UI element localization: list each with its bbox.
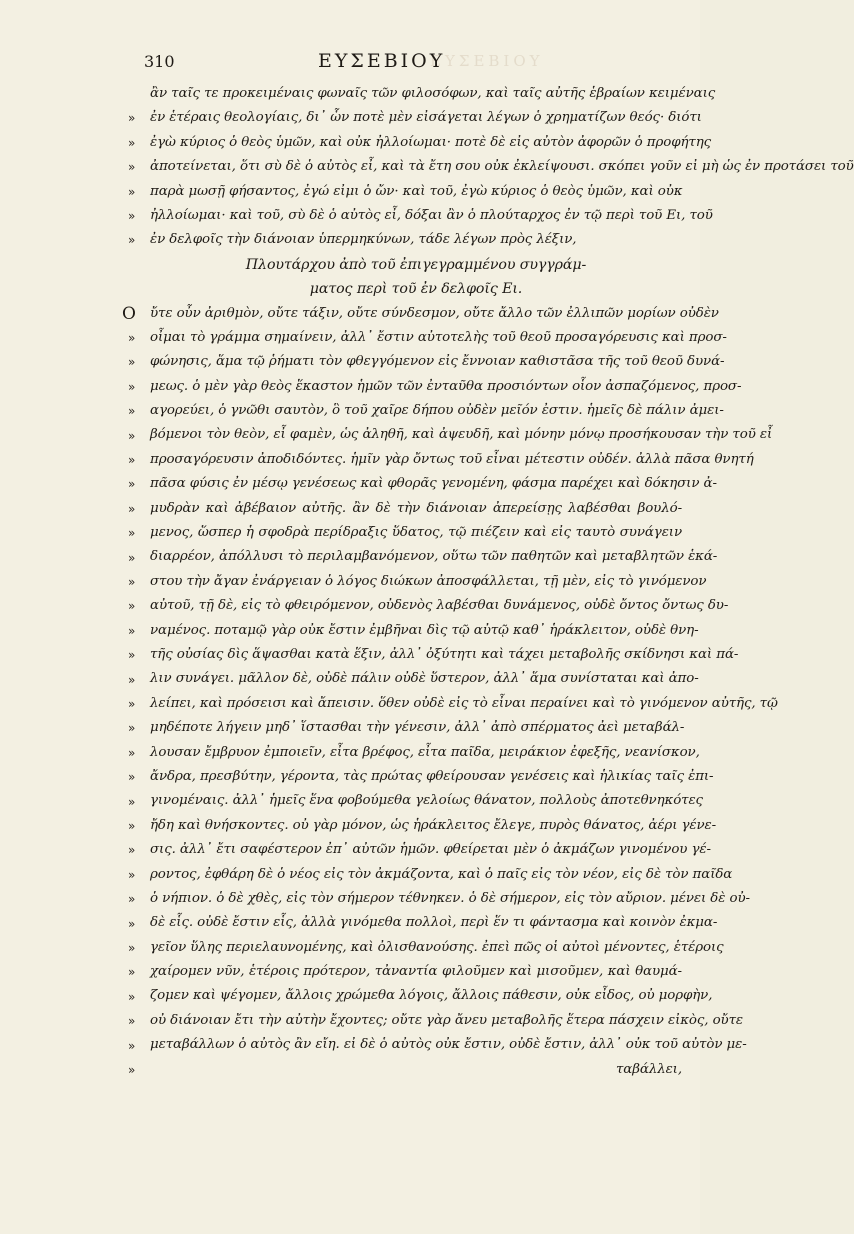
quotation-mark-icon: »: [128, 526, 136, 541]
quotation-mark-icon: »: [128, 892, 136, 907]
text-line: μεταβάλλων ὁ αὐτὸς ἂν εἴη. εἰ δὲ ὁ αὐτὸς οὐκ ἔστιν, οὐδὲ ἔστιν, ἀλλ᾽ οὐκ τοῦ αὐτὸν με-: [150, 1037, 747, 1053]
running-head: ΕΥΣΕΒΙΟΥ: [318, 50, 446, 72]
text-line: αγορεύει, ὁ γνῶθι σαυτὸν, ὃ τοῦ χαῖρε δήπου οὐδὲν μεῖόν ἐστιν. ἡμεῖς δὲ πάλιν ἀμει-: [150, 403, 724, 419]
text-line: λιν συνάγει. μᾶλλον δὲ, οὐδὲ πάλιν οὐδὲ ὕστερον, ἀλλ᾽ ἅμα συνίσταται καὶ ἀπο-: [150, 671, 699, 687]
quotation-mark-icon: »: [128, 989, 136, 1004]
text-line: στου τὴν ἄγαν ἐνάργειαν ὁ λόγος διώκων ἀποσφάλλεται, τῇ μὲν, εἰς τὸ γινόμενον: [150, 573, 707, 589]
quotation-mark-icon: »: [128, 135, 136, 150]
text-line: οὐ διάνοιαν ἔτι τὴν αὐτὴν ἔχοντες; οὔτε γὰρ ἄνευ μεταβολῆς ἕτερα πάσχειν εἰκὸς, οὔτε: [150, 1012, 743, 1028]
quotation-mark-icon: »: [128, 697, 136, 711]
text-line: τῆς οὐσίας δὶς ἅψασθαι κατὰ ἕξιν, ἀλλ᾽ ὀξύτητι καὶ τάχει μεταβολῆς σκίδνησι καὶ πά-: [150, 646, 739, 662]
text-line: παρὰ μωσῇ φήσαντος, ἐγώ εἰμι ὁ ὤν· καὶ τοῦ, ἐγὼ κύριος ὁ θεὸς ὑμῶν, καὶ οὐκ: [150, 183, 683, 199]
text-line: αὐτοῦ, τῇ δὲ, εἰς τὸ φθειρόμενον, οὐδενὸς λαβέσθαι δυνάμενος, οὐδὲ ὄντος ὄντως δυ-: [150, 598, 729, 614]
quotation-mark-icon: »: [128, 867, 136, 882]
quotation-mark-icon: »: [128, 745, 136, 760]
quotation-mark-icon: »: [128, 941, 136, 955]
text-line: ταβάλλει,: [615, 1061, 682, 1077]
text-line: λουσαν ἔμβρυον ἐμποιεῖν, εἶτα βρέφος, εἶτα παῖδα, μειράκιον ἐφεξῆς, νεανίσκον,: [150, 744, 700, 760]
text-line: προσαγόρευσιν ἀποδιδόντες. ἡμῖν γὰρ ὄντως τοῦ εἶναι μέτεστιν οὐδέν. ἀλλὰ πᾶσα θνητή: [150, 451, 754, 467]
text-line: ζομεν καὶ ψέγομεν, ἄλλοις χρώμεθα λόγοις, ἄλλοις πάθεσιν, οὐκ εἶδος, οὐ μορφὴν,: [150, 988, 713, 1004]
text-line: δὲ εἷς. οὐδὲ ἔστιν εἷς, ἀλλὰ γινόμεθα πολλοὶ, περὶ ἕν τι φάντασμα καὶ κοινὸν ἐκμα-: [150, 915, 718, 931]
text-line: ἐγὼ κύριος ὁ θεὸς ὑμῶν, καὶ οὐκ ἠλλοίωμαι· ποτὲ δὲ εἰς αὐτὸν ἀφορῶν ὁ προφήτης: [150, 134, 712, 150]
text-line: σις. ἀλλ᾽ ἔτι σαφέστερον ἐπ᾽ αὐτῶν ἡμῶν. φθείρεται μὲν ὁ ἀκμάζων γινομένου γέ-: [150, 842, 711, 858]
quotation-mark-icon: »: [128, 111, 136, 126]
quotation-mark-icon: »: [128, 501, 136, 516]
text-line: λείπει, καὶ πρόσεισι καὶ ἄπεισιν. ὅθεν οὐδὲ εἰς τὸ εἶναι περαίνει καὶ τὸ γινόμενον αὐτῆς, τῷ: [150, 695, 778, 711]
quotation-mark-icon: »: [128, 965, 136, 980]
text-block: [150, 82, 854, 1082]
quotation-mark-icon: »: [128, 477, 136, 492]
text-line: ἐν δελφοῖς τὴν διάνοιαν ὑπερμηκύνων, τάδε λέγων πρὸς λέξιν,: [150, 232, 577, 248]
quotation-mark-icon: »: [128, 623, 136, 638]
text-line: βόμενοι τὸν θεὸν, εἶ φαμὲν, ὡς ἀληθῆ, καὶ ἀψευδῆ, καὶ μόνην μόνῳ προσήκουσαν τὴν τοῦ εἶ: [150, 427, 773, 443]
quotation-mark-icon: »: [128, 672, 136, 687]
paragraph: [150, 302, 778, 1083]
text-line: γεῖον ὕλης περιελαυνομένης, καὶ ὀλισθανούσης. ἐπεὶ πῶς οἱ αὐτοὶ μένοντες, ἑτέροις: [150, 939, 724, 955]
section-heading: Πλουτάρχου ἀπὸ τοῦ ἐπιγεγραμμένου συγγράμ-: [245, 256, 587, 273]
text-line: γινομέναις. ἀλλ᾽ ἡμεῖς ἕνα φοβούμεθα γελοίως θάνατον, πολλοὺς ἀποτεθνηκότες: [150, 793, 703, 809]
text-line: ὔτε οὖν ἀριθμὸν, οὔτε τάξιν, οὔτε σύνδεσμον, οὔτε ἄλλο τῶν ἐλλιπῶν μορίων οὐδὲν: [150, 305, 719, 321]
quotation-mark-icon: »: [128, 550, 136, 565]
text-line: ἂν ταῖς τε προκειμέναις φωναῖς τῶν φιλοσόφων, καὶ ταῖς αὐτῆς ἑβραίων κειμέναις: [150, 86, 716, 101]
quotation-mark-icon: »: [128, 160, 136, 175]
quotation-mark-icon: »: [128, 184, 136, 199]
quotation-mark-icon: »: [128, 819, 136, 833]
quotation-mark-icon: »: [128, 794, 136, 809]
text-line: μενος, ὥσπερ ἡ σφοδρὰ περίδραξις ὕδατος, τῷ πιέζειν καὶ εἰς ταυτὸ συνάγειν: [150, 525, 682, 541]
quotation-mark-icon: »: [128, 843, 136, 858]
quotation-mark-icon: »: [128, 404, 136, 419]
text-line: φώνησις, ἅμα τῷ ῥήματι τὸν φθεγγόμενον εἰς ἔννοιαν καθιστᾶσα τῆς τοῦ θεοῦ δυνά-: [150, 354, 725, 370]
text-line: ροντος, ἐφθάρη δὲ ὁ νέος εἰς τὸν ἀκμάζοντα, καὶ ὁ παῖς εἰς τὸν νέον, εἰς δὲ τὸν παῖδα: [150, 866, 733, 882]
text-line: μυδρὰν καὶ ἀβέβαιον αὐτῆς. ἂν δὲ τὴν διάνοιαν ἀπερείσῃς λαβέσθαι βουλό-: [150, 500, 682, 516]
text-line: ὁ νήπιον. ὁ δὲ χθὲς, εἰς τὸν σήμερον τέθνηκεν. ὁ δὲ σήμερον, εἰς τὸν αὔριον. μένει δὲ οὐ-: [150, 890, 750, 906]
quotation-mark-icon: »: [128, 379, 136, 394]
text-line: ἄνδρα, πρεσβύτην, γέροντα, τὰς πρώτας φθείρουσαν γενέσεις καὶ ἡλικίας ταῖς ἐπι-: [150, 768, 714, 784]
text-line: μεως. ὁ μὲν γὰρ θεὸς ἕκαστον ἡμῶν τῶν ἐνταῦθα προσιόντων οἷον ἀσπαζόμενος, προσ-: [150, 378, 742, 394]
text-line: πᾶσα φύσις ἐν μέσῳ γενέσεως καὶ φθορᾶς γενομένη, φάσμα παρέχει καὶ δόκησιν ἀ-: [150, 476, 717, 492]
quotation-mark-icon: »: [128, 1038, 136, 1053]
quotation-mark-icon: »: [128, 331, 136, 345]
text-line: ἠλλοίωμαι· καὶ τοῦ, σὺ δὲ ὁ αὐτὸς εἶ, δόξαι ἂν ὁ πλούταρχος ἐν τῷ περὶ τοῦ Ει, τοῦ: [150, 207, 713, 223]
section-heading: ματος περὶ τοῦ ἐν δελφοῖς Ει.: [309, 281, 523, 298]
show-through-text: ΕΥΣΕΒΙΟΥ: [430, 52, 544, 70]
quotation-mark-icon: »: [128, 1063, 136, 1077]
text-line: ναμένος. ποταμῷ γὰρ οὐκ ἔστιν ἐμβῆναι δὶς τῷ αὐτῷ καθ᾽ ἡράκλειτον, οὐδὲ θνη-: [150, 622, 699, 638]
page-header: [140, 48, 680, 74]
quotation-mark-icon: »: [128, 209, 136, 223]
quotation-mark-icon: »: [128, 428, 136, 443]
quotation-mark-icon: »: [128, 233, 136, 248]
paragraph-initial: O: [122, 303, 136, 324]
quotation-mark-icon: »: [128, 575, 136, 589]
text-line: ἤδη καὶ θνήσκοντες. οὐ γὰρ μόνον, ὡς ἡράκλειτος ἔλεγε, πυρὸς θάνατος, ἀέρι γένε-: [150, 817, 717, 833]
text-line: μηδέποτε λήγειν μηδ᾽ ἵστασθαι τὴν γένεσιν, ἀλλ᾽ ἀπὸ σπέρματος ἀεὶ μεταβάλ-: [150, 720, 685, 736]
quotation-mark-icon: »: [128, 916, 136, 931]
text-line: ἐν ἑτέραις θεολογίαις, δι᾽ ὧν ποτὲ μὲν εἰσάγεται λέγων ὁ χρηματίζων θεός· διότι: [150, 110, 702, 126]
text-line: ἀποτείνεται, ὅτι σὺ δὲ ὁ αὐτὸς εἶ, καὶ τὰ ἔτη σου οὐκ ἐκλείψουσι. σκόπει γοῦν εἰ μὴ ὡς ἐν προτάσει τοῦ: [150, 159, 854, 175]
page-number: 310: [144, 52, 175, 71]
quotation-mark-icon: »: [128, 1014, 136, 1029]
quotation-mark-icon: »: [128, 770, 136, 785]
quotation-mark-icon: »: [128, 355, 136, 370]
quotation-mark-icon: »: [128, 648, 136, 663]
text-line: διαρρέον, ἀπόλλυσι τὸ περιλαμβανόμενον, οὕτω τῶν παθητῶν καὶ μεταβλητῶν ἑκά-: [150, 549, 718, 565]
text-line: χαίρομεν νῦν, ἑτέροις πρότερον, τἀναντία φιλοῦμεν καὶ μισοῦμεν, καὶ θαυμά-: [150, 964, 682, 980]
quotation-mark-icon: »: [128, 453, 136, 467]
text-line: οἶμαι τὸ γράμμα σημαίνειν, ἀλλ᾽ ἔστιν αὐτοτελὴς τοῦ θεοῦ προσαγόρευσις καὶ προσ-: [150, 329, 727, 345]
quotation-mark-icon: »: [128, 599, 136, 614]
quotation-mark-icon: »: [128, 721, 136, 736]
